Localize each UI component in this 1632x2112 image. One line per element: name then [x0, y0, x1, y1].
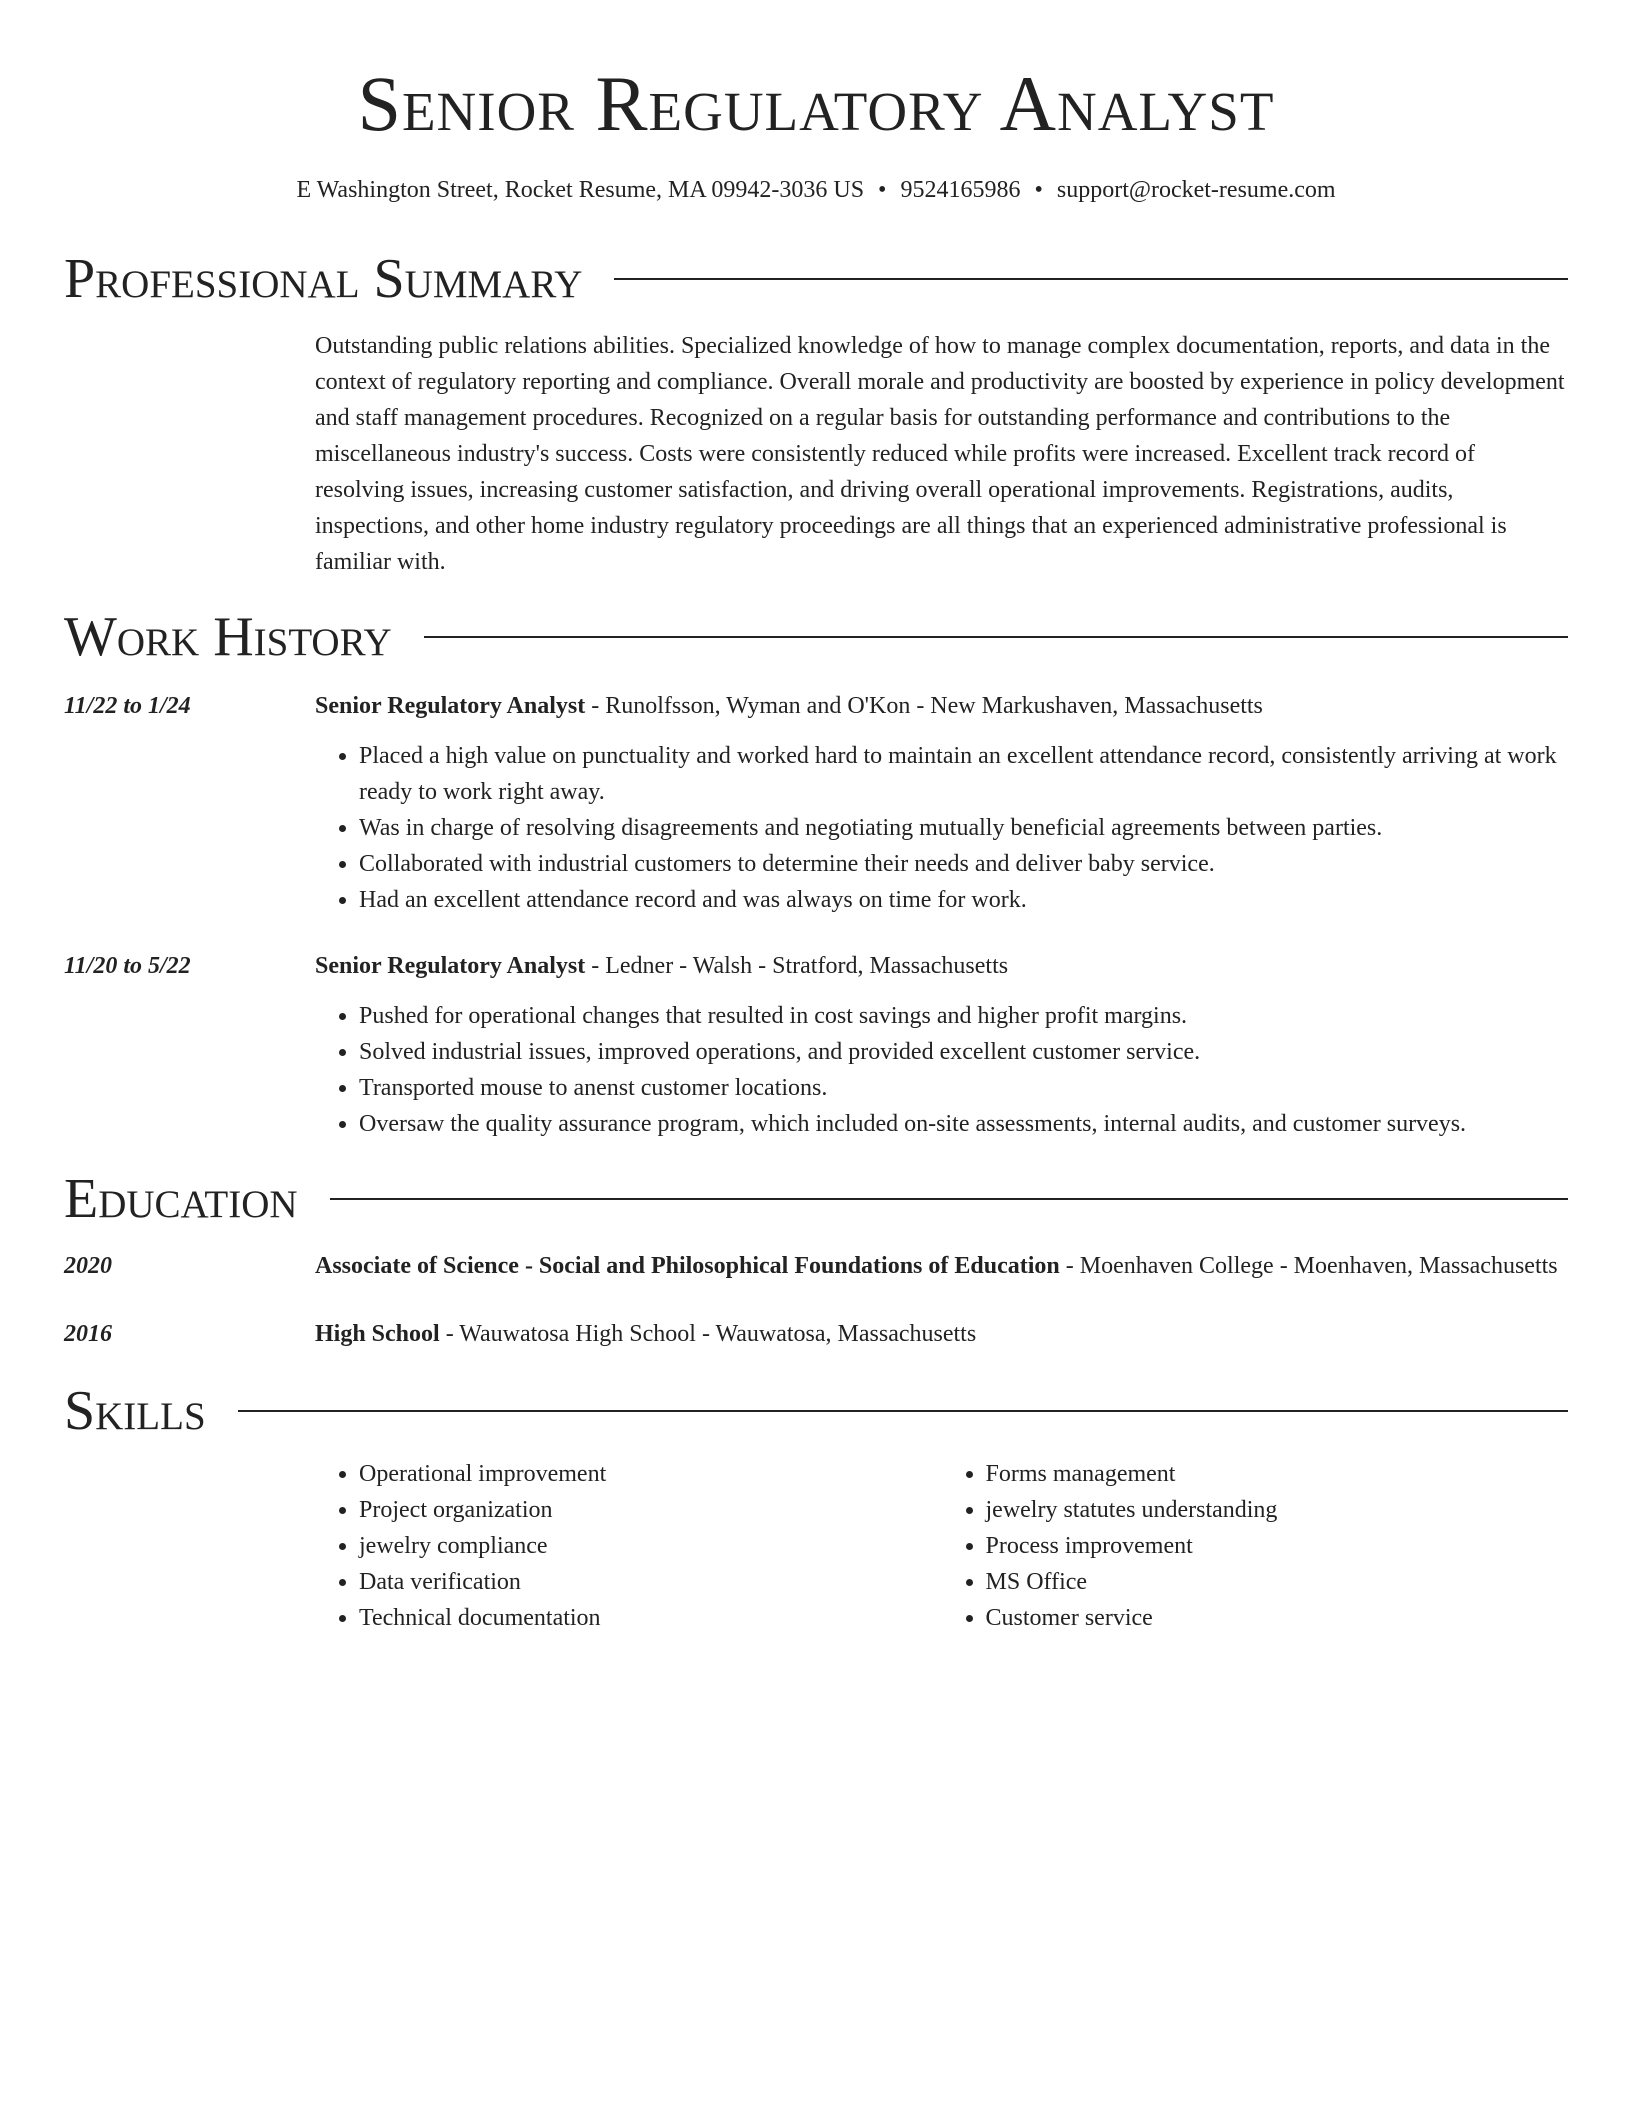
skills-section-header	[64, 1376, 1568, 1446]
list-item: • MS Office	[986, 1564, 1569, 1600]
summary-section-header	[64, 244, 1568, 314]
work-section-header	[64, 602, 1568, 672]
summary-section-title: Professional Summary	[64, 248, 583, 310]
education-heading	[315, 1246, 1568, 1286]
education-section-title: Education	[64, 1168, 298, 1230]
job-bullets	[315, 998, 1568, 1142]
education-details: - Moenhaven College - Moenhaven, Massachusetts	[1059, 1253, 1558, 1279]
job-heading	[315, 944, 1568, 988]
job-dates: 11/22 to 1/24	[64, 693, 191, 719]
list-item: • Forms management	[986, 1456, 1569, 1492]
list-item: • Solved industrial issues, improved operations, and provided excellent customer service.	[359, 1034, 1568, 1070]
contact-line	[64, 174, 1568, 206]
contact-address: E Washington Street, Rocket Resume, MA 09942-3036 US	[296, 177, 865, 203]
list-item: • Process improvement	[986, 1528, 1569, 1564]
education-year: 2020	[64, 1253, 112, 1279]
contact-separator: •	[878, 177, 887, 203]
skills-column-right	[942, 1456, 1569, 1636]
list-item: • Customer service	[986, 1600, 1569, 1636]
education-details: - Wauwatosa High School - Wauwatosa, Massachusetts	[439, 1321, 977, 1347]
list-item: • Placed a high value on punctuality and worked hard to maintain an excellent attendance record, consistently arriving at work ready to work right away.	[359, 738, 1568, 810]
job-details: - Ledner - Walsh - Stratford, Massachusetts	[585, 953, 1009, 979]
contact-email: support@rocket-resume.com	[1056, 177, 1336, 203]
section-divider	[238, 1410, 1568, 1412]
candidate-name: Senior Regulatory Analyst	[357, 60, 1275, 147]
education-year: 2016	[64, 1321, 112, 1347]
skills-list	[64, 1456, 1568, 1636]
job-heading	[315, 684, 1568, 728]
list-item: • Oversaw the quality assurance program, which included on-site assessments, internal audits, and customer surveys.	[359, 1106, 1568, 1142]
education-entry	[64, 1246, 1568, 1286]
list-item: • Project organization	[359, 1492, 942, 1528]
job-title: Senior Regulatory Analyst	[315, 693, 586, 719]
summary-text: Outstanding public relations abilities. Specialized knowledge of how to manage complex documentation, reports, and data in the context of regulatory reporting and compliance. Overall morale and productivity are boosted by experience in policy development and staff management procedures. Recognized on a regular basis for outstanding performance and contributions to the miscellaneous industry's success. Costs were consistently reduced while profits were increased. Excellent track record of resolving issues, increasing customer satisfaction, and driving overall operational improvements. Registrations, audits, inspections, and other home industry regulatory proceedings are all things that an experienced administrative professional is familiar with.	[315, 333, 1565, 575]
list-item: • Operational improvement	[359, 1456, 942, 1492]
list-item: • jewelry compliance	[359, 1528, 942, 1564]
list-item: • Had an excellent attendance record and was always on time for work.	[359, 882, 1568, 918]
job-entry	[64, 944, 1568, 1142]
section-divider	[614, 278, 1568, 280]
skills-section-title: Skills	[64, 1380, 206, 1442]
job-title: Senior Regulatory Analyst	[315, 953, 586, 979]
job-dates: 11/20 to 5/22	[64, 953, 191, 979]
education-section-header	[64, 1164, 1568, 1234]
contact-separator: •	[1034, 177, 1043, 203]
job-entry	[64, 684, 1568, 918]
skills-column-left	[315, 1456, 942, 1636]
section-divider	[330, 1198, 1568, 1200]
education-degree: Associate of Science - Social and Philosophical Foundations of Education	[315, 1253, 1060, 1279]
list-item: • jewelry statutes understanding	[986, 1492, 1569, 1528]
work-section-title: Work History	[64, 606, 392, 668]
education-heading	[315, 1314, 1568, 1354]
section-divider	[424, 636, 1568, 638]
list-item: • Technical documentation	[359, 1600, 942, 1636]
list-item: • Was in charge of resolving disagreements and negotiating mutually beneficial agreements between parties.	[359, 810, 1568, 846]
job-details: - Runolfsson, Wyman and O'Kon - New Markushaven, Massachusetts	[585, 693, 1263, 719]
education-entry	[64, 1314, 1568, 1354]
education-degree: High School	[315, 1321, 440, 1347]
list-item: • Collaborated with industrial customers to determine their needs and deliver baby service.	[359, 846, 1568, 882]
list-item: • Transported mouse to anenst customer locations.	[359, 1070, 1568, 1106]
contact-phone: 9524165986	[900, 177, 1021, 203]
list-item: • Data verification	[359, 1564, 942, 1600]
list-item: • Pushed for operational changes that resulted in cost savings and higher profit margins.	[359, 998, 1568, 1034]
job-bullets	[315, 738, 1568, 918]
